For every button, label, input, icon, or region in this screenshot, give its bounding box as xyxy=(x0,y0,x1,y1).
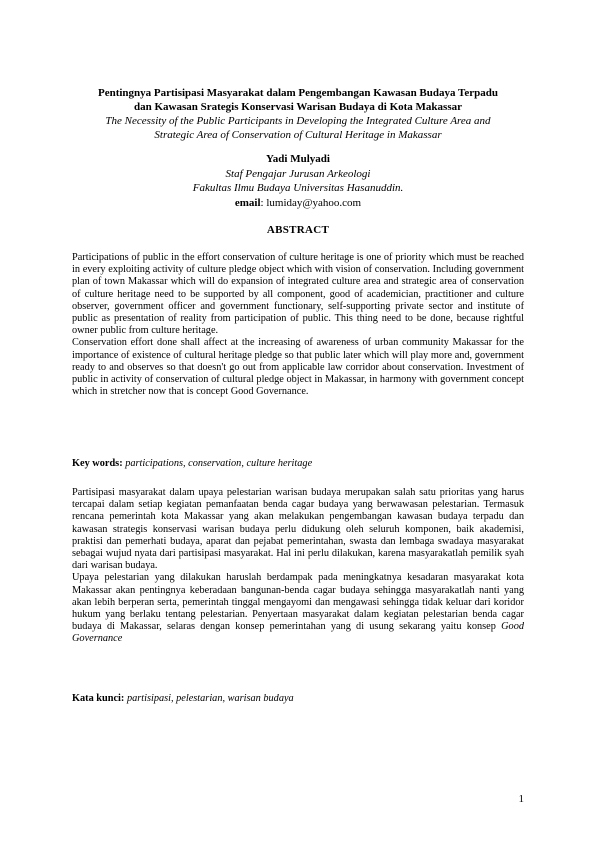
abstract-indonesian-paragraph-2-italic: Good Governance xyxy=(72,621,524,645)
author-name: Yadi Mulyadi xyxy=(266,153,330,165)
author-faculty: Fakultas Ilmu Budaya Universitas Hasanuddin. xyxy=(192,182,404,194)
title-indonesian-line-1: Pentingnya Partisipasi Masyarakat dalam Pengembangan Kawasan Budaya Terpadu xyxy=(97,87,499,99)
title-indonesian-line-2: dan Kawasan Srategis Konservasi Warisan Budaya di Kota Makassar xyxy=(133,101,462,113)
keywords-indonesian xyxy=(72,693,524,705)
abstract-heading: ABSTRACT xyxy=(266,224,330,236)
page-number: 1 xyxy=(518,793,524,805)
keywords-english-label: Key words: xyxy=(72,458,123,469)
email-label: email xyxy=(234,196,261,209)
email-value: : lumiday@yahoo.com xyxy=(260,196,362,209)
title-english-line-1: The Necessity of the Public Participants in Developing the Integrated Culture Area and xyxy=(105,115,491,127)
keywords-english xyxy=(72,458,524,470)
title-english-line-2: Strategic Area of Conservation of Cultural Heritage in Makassar xyxy=(154,129,442,141)
author-email xyxy=(72,196,524,211)
abstract-indonesian xyxy=(72,487,524,646)
keywords-english-values: participations, conservation, culture heritage xyxy=(125,458,313,469)
abstract-indonesian-paragraph-2 xyxy=(72,572,524,645)
author-block xyxy=(72,152,524,210)
title-block xyxy=(72,86,524,142)
abstract-english-paragraph-1: Participations of public in the effort conservation of culture heritage is one of priority which must be reached in every exploiting activity of culture pledge object which with vision of conservation. Including government plan of town Makassar which will do expansion of integrated culture area and strategic area of conservation of culture heritage need to be supported by all component, good of academician, practitioner and culture observer, government officer and government functionary, self-supporting private sector and institute of public as presentation of reality from participation of public. This thing need to be done, because rightful owner public from culture heritage. xyxy=(72,252,524,337)
abstract-indonesian-paragraph-1: Partisipasi masyarakat dalam upaya pelestarian warisan budaya merupakan salah satu prioritas yang harus tercapai dalam setiap kegiatan pemanfaatan benda cagar budaya yang berwawasan pelestarian. Termasuk rencana pemerintah kota Makassar yang akan melakukan pengembangan kawasan budaya terpadu dan kawasan strategis konservasi warisan budaya perlu didukung oleh seluruh komponen, baik akademisi, praktisi dan pemerhati budaya, aparat dan pejabat pemerintahan, swasta dan lembaga swadaya masyarakat sebagai wujud nyata dari partisipasi masyarakat. Hal ini perlu dilakukan, karena masyarakatlah pemilik syah dari warisan budaya. xyxy=(72,487,524,572)
abstract-english xyxy=(72,252,524,398)
keywords-indonesian-label: Kata kunci: xyxy=(72,693,125,704)
keywords-indonesian-values: partisipasi, pelestarian, warisan budaya xyxy=(126,693,294,704)
abstract-indonesian-paragraph-2-text: Upaya pelestarian yang dilakukan haruslah berdampak pada meningkatnya kesadaran masyarakat kota Makassar akan pentingnya keberadaan bangunan-benda cagar budaya sehingga masyarakatlah nanti yang akan lebih berperan serta, pemerintah tinggal mengayomi dan mengawasi sehingga tidak keluar dari koridor hukum yang berlaku tentang pelestarian. Penyertaan masyarakat dalam kegiatan pelestarian benda cagar budaya di Makassar, selaras dengan konsep pemerintahan yang di usung sekarang yaitu konsep xyxy=(72,572,524,633)
author-position: Staf Pengajar Jurusan Arkeologi xyxy=(225,167,371,180)
abstract-english-paragraph-2: Conservation effort done shall affect at the increasing of awareness of urban community Makassar for the importance of existence of cultural heritage pledge so that public later which will play more and, government ready to and observes so that doesn't go out from applicable law corridor about conservation. Investment of public in activity of conservation of cultural pledge object in Makassar, in harmony with government concept which in stretcher now that is concept Good Governance. xyxy=(72,337,524,398)
